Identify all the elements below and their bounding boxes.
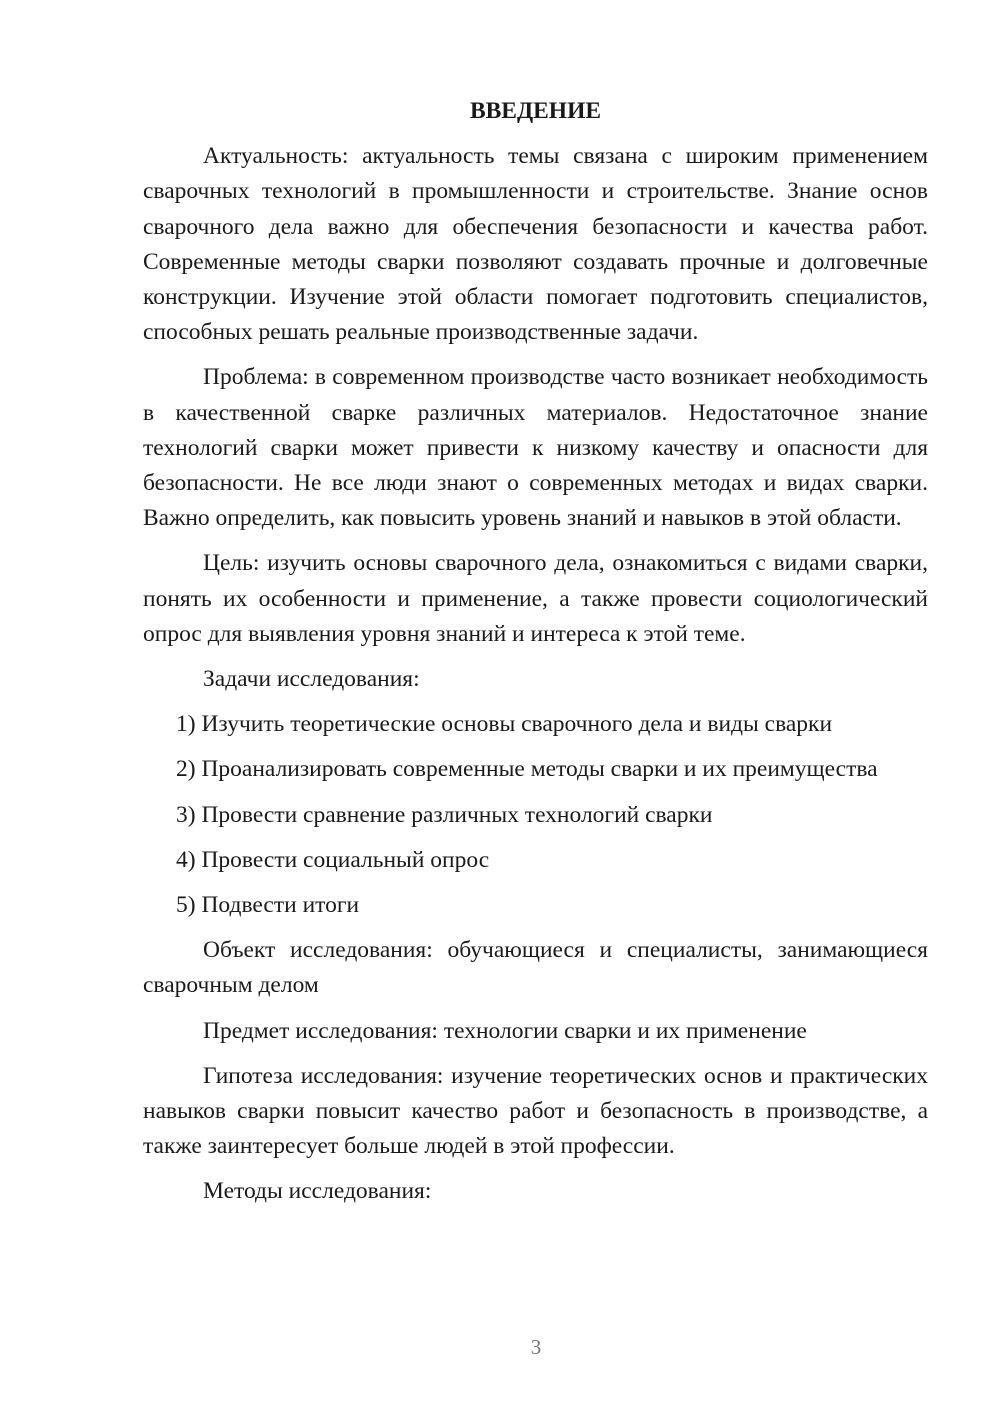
task-item: 1) Изучить теоретические основы сварочного дела и виды сварки <box>176 711 833 738</box>
task-item: 5) Подвести итоги <box>176 892 360 919</box>
relevance-paragraph: Актуальность: актуальность темы связана с широким применением сварочных технологий в промышленности и строительстве. Знание основ сварочного дела важно для обеспечения безопасности и качества работ. Современные методы сварки позволяют создавать прочные и долговечные конструкции. Изучение этой области помогает подготовить специалистов, способных решать реальные производственные задачи. <box>143 143 928 346</box>
object-paragraph: Объект исследования: обучающиеся и специалисты, занимающиеся сварочным делом <box>143 937 928 999</box>
task-item: 2) Проанализировать современные методы сварки и их преимущества <box>176 756 878 783</box>
goal-paragraph: Цель: изучить основы сварочного дела, ознакомиться с видами сварки, понять их особенности и применение, а также провести социологический опрос для выявления уровня знаний и интереса к этой теме. <box>143 550 928 647</box>
subject-paragraph: Предмет исследования: технологии сварки и их применение <box>203 1017 807 1044</box>
methods-heading: Методы исследования: <box>203 1178 432 1205</box>
page-title: ВВЕДЕНИЕ <box>469 98 602 124</box>
problem-paragraph: Проблема: в современном производстве часто возникает необходимость в качественной сварке различных материалов. Недостаточное знание технологий сварки может привести к низкому качеству и опасности для безопасности. Не все люди знают о современных методах и видах сварки. Важно определить, как повысить уровень знаний и навыков в этой области. <box>143 364 928 532</box>
task-item: 3) Провести сравнение различных технологий сварки <box>176 801 713 828</box>
tasks-heading: Задачи исследования: <box>203 666 420 693</box>
task-item: 4) Провести социальный опрос <box>176 846 490 873</box>
page-content <box>143 94 928 1220</box>
page-number: 3 <box>530 1335 542 1359</box>
hypothesis-paragraph: Гипотеза исследования: изучение теоретических основ и практических навыков сварки повысит качество работ и безопасность в производстве, а также заинтересует больше людей в этой профессии. <box>143 1062 928 1160</box>
